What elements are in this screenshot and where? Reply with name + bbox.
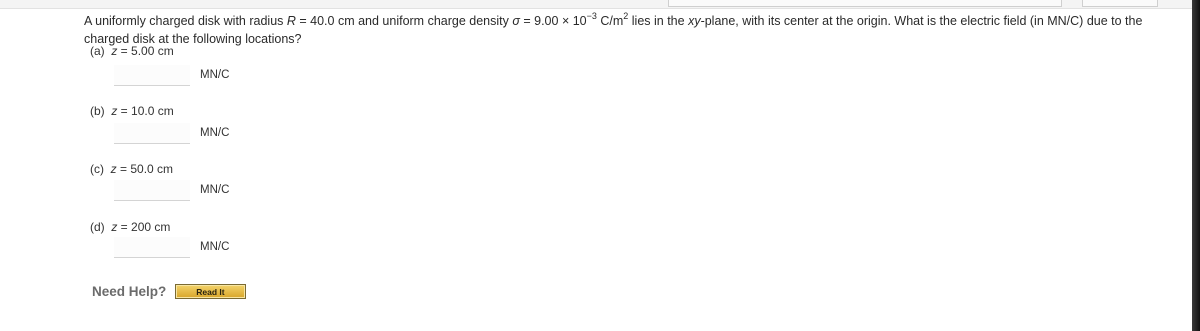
- part-b-answer-row: [114, 122, 229, 144]
- part-c-answer-input[interactable]: [114, 180, 190, 201]
- part-d-answer-input[interactable]: [114, 237, 190, 258]
- toolbar-button[interactable]: [1082, 0, 1158, 7]
- part-a-answer-input[interactable]: [114, 65, 190, 86]
- read-it-button[interactable]: Read It: [175, 284, 245, 299]
- part-d-unit: MN/C: [200, 241, 230, 253]
- window-edge: [1192, 0, 1200, 331]
- question-text: A uniformly charged disk with radius R = 40.0 cm and uniform charge density $\sigma = 9.00 \times 10^{-3}$ $C/m^2$ lies in the xy-plane, with its center at the origin. What is the electric field (in MN/C) due to the charged disk at the following locations?: [84, 10, 1143, 46]
- part-d-answer-row: [114, 236, 229, 258]
- part-b-answer-input[interactable]: [114, 123, 190, 144]
- part-b-unit: MN/C: [200, 127, 230, 139]
- top-toolbar-strip: [0, 0, 1200, 9]
- part-c-unit: MN/C: [200, 184, 230, 196]
- part-a-answer-row: [114, 64, 229, 86]
- part-b-prompt: (b) z = 10.0 cm: [90, 104, 174, 118]
- toolbar-panel: [668, 0, 1062, 7]
- part-c-prompt: (c) z = 50.0 cm: [90, 162, 174, 176]
- part-a-unit: MN/C: [200, 69, 230, 81]
- part-d-prompt: (d) z = 200 cm: [90, 220, 171, 234]
- need-help-section: [92, 284, 246, 299]
- part-c-answer-row: [114, 179, 229, 201]
- need-help-label: Need Help?: [92, 284, 167, 299]
- part-a-prompt: (a) z = 5.00 cm: [90, 44, 174, 58]
